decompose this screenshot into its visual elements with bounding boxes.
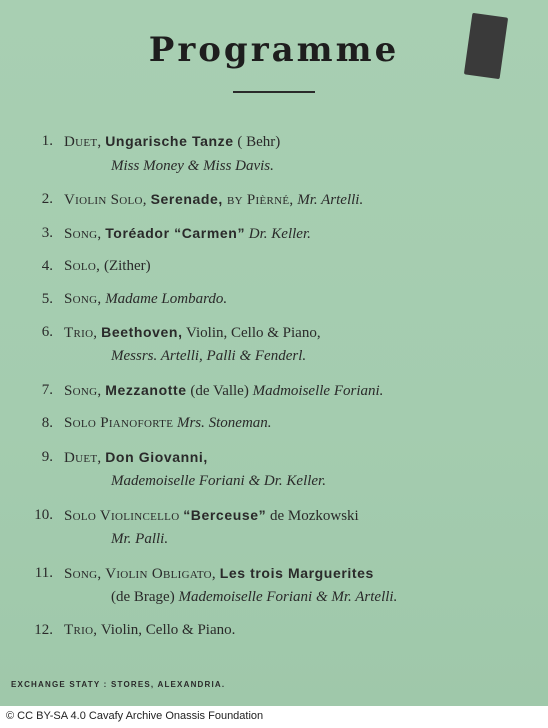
item-number: 9. <box>41 449 53 465</box>
item-performers: Mademoiselle Foriani & Dr. Keller. <box>111 473 326 489</box>
item-performers: Messrs. Artelli, Palli & Fenderl. <box>111 348 307 364</box>
item-performers: Mr. Artelli. <box>293 192 364 208</box>
item-kind: Violin Solo, <box>64 192 147 208</box>
item-number: 5. <box>41 291 53 307</box>
programme-item <box>64 324 321 342</box>
item-detail: (de Brage) <box>111 589 175 605</box>
item-kind: Song, Violin Obligato, <box>64 566 216 582</box>
item-kind: Solo Violincello <box>64 508 180 524</box>
item-number: 10. <box>34 507 53 523</box>
item-detail: (Zither) <box>103 258 151 274</box>
item-work: Beethoven, <box>101 324 183 340</box>
item-work: Don Giovanni, <box>105 449 208 465</box>
item-performers: Miss Money & Miss Davis. <box>111 158 274 174</box>
item-detail: (de Valle) <box>186 383 249 399</box>
item-number: 7. <box>41 382 53 398</box>
title-rule <box>233 91 315 93</box>
item-kind: Trio, <box>64 622 98 638</box>
programme-item <box>64 258 151 275</box>
item-performers: Madmoiselle Foriani. <box>248 383 384 399</box>
programme-item-line2 <box>111 589 397 606</box>
programme-item <box>64 622 235 639</box>
item-work: Ungarische Tanze <box>105 133 234 149</box>
programme-item <box>64 382 383 400</box>
item-kind: Song, <box>64 291 102 307</box>
item-kind: Duet, <box>64 134 102 150</box>
item-kind: Trio, <box>64 325 98 341</box>
item-detail: by Pièrné, <box>222 192 294 208</box>
item-number: 6. <box>41 324 53 340</box>
item-detail: ( Behr) <box>237 134 281 150</box>
page-title: Programme <box>148 30 400 70</box>
item-kind: Song, <box>64 226 102 242</box>
item-work: Serenade, <box>150 191 223 207</box>
item-number: 2. <box>41 191 53 207</box>
programme-item <box>64 225 311 243</box>
item-work: “Berceuse” <box>183 507 267 523</box>
item-work: Toréador “Carmen” <box>105 225 246 241</box>
item-number: 4. <box>41 258 53 274</box>
programme-item <box>64 415 272 432</box>
programme-item <box>64 133 280 151</box>
programme-item <box>64 507 359 525</box>
item-work: Mezzanotte <box>105 382 187 398</box>
item-kind: Song, <box>64 383 102 399</box>
programme-item <box>64 449 208 467</box>
programme-item <box>64 291 227 308</box>
item-detail: de Mozkowski <box>266 508 359 524</box>
item-performers: Madame Lombardo. <box>105 291 228 307</box>
item-number: 11. <box>34 565 53 581</box>
item-performers: Dr. Keller. <box>245 226 311 242</box>
item-performers: Mrs. Stoneman. <box>173 415 272 431</box>
item-number: 3. <box>41 225 53 241</box>
license-credit: © CC BY-SA 4.0 Cavafy Archive Onassis Foundation <box>6 710 264 722</box>
item-performers: Mademoiselle Foriani & Mr. Artelli. <box>174 589 398 605</box>
item-number: 8. <box>41 415 53 431</box>
item-detail: Violin, Cello & Piano. <box>100 622 236 638</box>
item-number: 1. <box>41 133 53 149</box>
programme-item <box>64 191 363 209</box>
item-work: Les trois Marguerites <box>219 565 374 581</box>
item-detail: Violin, Cello & Piano, <box>182 325 321 341</box>
item-number: 12. <box>34 622 53 638</box>
programme-item <box>64 565 374 583</box>
item-kind: Duet, <box>64 450 102 466</box>
printer-imprint: EXCHANGE STATY : STORES, ALEXANDRIA. <box>11 680 226 689</box>
item-kind: Solo Pianoforte <box>64 415 174 431</box>
item-kind: Solo, <box>64 258 101 274</box>
item-performers: Mr. Palli. <box>111 531 169 547</box>
